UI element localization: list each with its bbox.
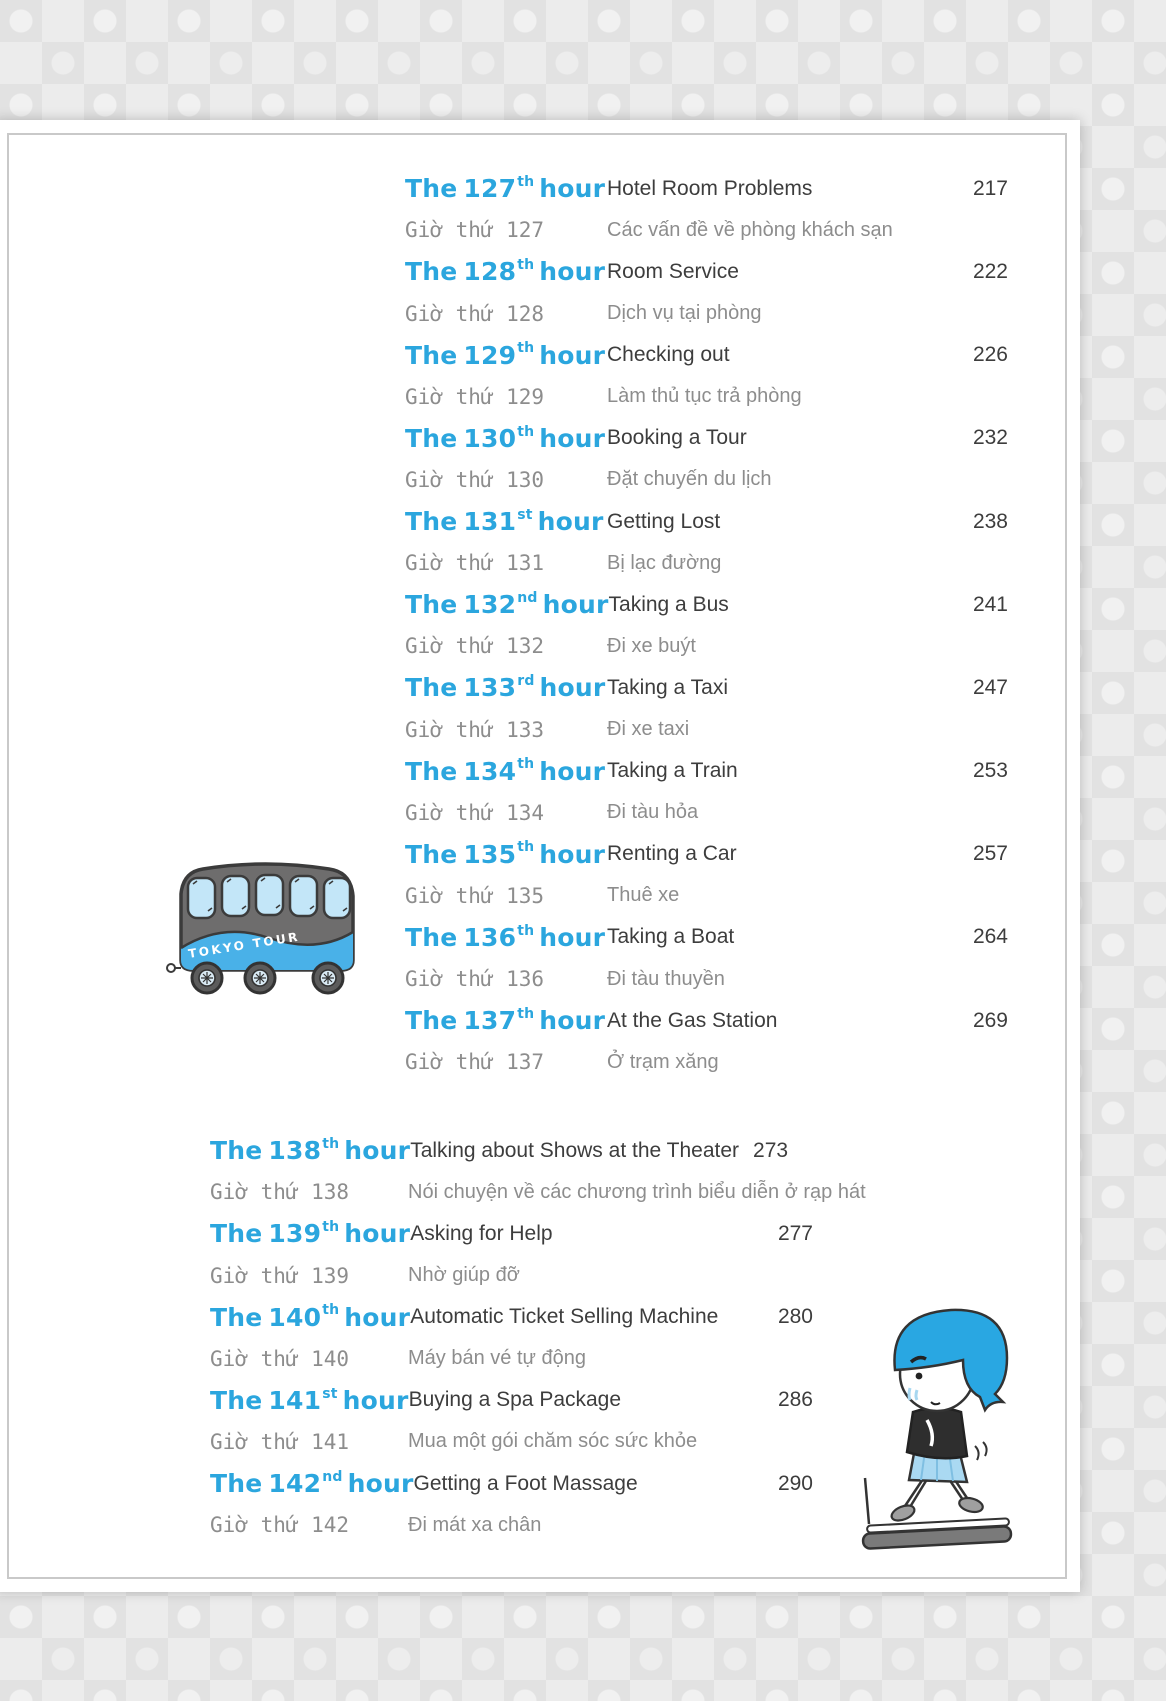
entry-title: Buying a Spa Package — [408, 1388, 622, 1412]
bus-sign-text: TOKYO TOUR — [187, 929, 301, 961]
hour-label-en: The 135th hour — [405, 839, 606, 869]
hour-label-en: The 134th hour — [405, 756, 606, 786]
hour-label-en: The 128th hour — [405, 257, 606, 287]
entry-title-vi: Bị lạc đường — [607, 551, 722, 574]
toc-entry — [405, 834, 1008, 917]
entry-title: Asking for Help — [410, 1221, 553, 1245]
toc-entry — [405, 334, 1008, 417]
toc-entry — [405, 251, 1008, 334]
entry-title: At the Gas Station — [607, 1008, 778, 1032]
toc-entry-vietnamese-row — [210, 1421, 813, 1463]
entry-title-vi: Đi mát xa chân — [408, 1513, 542, 1536]
bus-exhaust-puff — [167, 964, 175, 972]
entry-title-vi: Nhờ giúp đỡ — [408, 1264, 520, 1287]
hour-label-vi: Giờ thứ 127 — [405, 218, 545, 243]
toc-entry — [210, 1130, 866, 1213]
page-number: 247 — [972, 675, 1008, 699]
toc-entry-english-row — [405, 834, 1008, 876]
hour-label-vi: Giờ thứ 132 — [405, 634, 545, 659]
entry-title: Checking out — [607, 343, 730, 367]
toc-entry-vietnamese-row — [405, 293, 1008, 335]
entry-title: Taking a Train — [607, 759, 738, 783]
boy-back-shoe — [889, 1502, 916, 1523]
entry-title-vi: Đi xe buýt — [607, 634, 696, 657]
hour-label-vi: Giờ thứ 138 — [210, 1180, 350, 1205]
entry-title: Hotel Room Problems — [607, 176, 813, 200]
toc-entry-vietnamese-row — [210, 1255, 813, 1297]
hour-label-en: The 138th hour — [210, 1135, 411, 1166]
hour-label-vi: Giờ thứ 141 — [210, 1429, 350, 1454]
hour-label-en: The 129th hour — [405, 340, 606, 370]
bus-windows — [188, 875, 350, 918]
toc-entry-english-row — [405, 334, 1008, 376]
entry-title-vi: Dịch vụ tại phòng — [607, 302, 762, 325]
toc-entry — [405, 1000, 1008, 1083]
hour-label-vi: Giờ thứ 139 — [210, 1263, 350, 1288]
page-number: 238 — [972, 509, 1008, 533]
treadmill-boy-illustration — [855, 1298, 1033, 1560]
entry-title-vi: Máy bán vé tự động — [408, 1347, 586, 1370]
page-number: 232 — [972, 426, 1008, 450]
entry-title-vi: Các vấn đề về phòng khách sạn — [607, 218, 893, 241]
hour-label-en: The 136th hour — [405, 922, 606, 952]
page-number: 253 — [972, 759, 1008, 783]
entry-title-vi: Mua một gói chăm sóc sức khỏe — [408, 1430, 698, 1453]
toc-entry-english-row — [405, 667, 1008, 709]
hour-label-vi: Giờ thứ 133 — [405, 717, 545, 742]
page-number: 286 — [777, 1388, 813, 1412]
entry-title-vi: Nói chuyện về các chương trình biểu diễn ở rạp hát — [408, 1180, 866, 1203]
page-number: 280 — [777, 1305, 813, 1329]
page-number: 217 — [972, 176, 1008, 200]
hour-label-vi: Giờ thứ 129 — [405, 384, 545, 409]
content-card — [0, 120, 1080, 1592]
boy-front-shoe — [958, 1496, 984, 1514]
toc-entry-vietnamese-row — [405, 376, 1008, 418]
entry-title: Renting a Car — [607, 842, 737, 866]
toc-entry-vietnamese-row — [405, 210, 1008, 252]
bus-wheels — [192, 963, 343, 993]
page-number: 290 — [777, 1471, 813, 1495]
page-number: 273 — [753, 1138, 789, 1162]
toc-entry-vietnamese-row — [405, 1041, 1008, 1083]
hour-label-vi: Giờ thứ 134 — [405, 800, 545, 825]
toc-entry — [405, 501, 1008, 584]
toc-block-1 — [405, 168, 1008, 1083]
toc-entry-english-row — [405, 1000, 1008, 1042]
toc-entry-vietnamese-row — [210, 1172, 866, 1214]
hour-label-en: The 137th hour — [405, 1005, 606, 1036]
toc-entry-english-row — [405, 168, 1008, 210]
treadmill — [863, 1478, 1012, 1549]
toc-entry — [210, 1380, 813, 1463]
page-number: 226 — [972, 343, 1008, 367]
page-number: 269 — [972, 1008, 1008, 1032]
toc-entry — [405, 667, 1008, 750]
toc-entry — [210, 1463, 813, 1546]
hour-label-en: The 131st hour — [405, 506, 604, 537]
entry-title-vi: Đặt chuyến du lịch — [607, 468, 772, 491]
hour-label-en: The 132nd hour — [405, 589, 609, 620]
entry-title: Taking a Taxi — [607, 675, 729, 699]
entry-title-vi: Thuê xe — [607, 884, 680, 907]
entry-title: Taking a Boat — [607, 925, 735, 949]
toc-entry-vietnamese-row — [210, 1338, 813, 1380]
hour-label-vi: Giờ thứ 130 — [405, 467, 545, 492]
boy-eye — [916, 1373, 923, 1380]
toc-entry-english-row — [405, 750, 1008, 792]
toc-entry — [405, 917, 1008, 1000]
page-number: 264 — [972, 925, 1008, 949]
entry-title-vi: Đi tàu hỏa — [607, 801, 699, 824]
hour-label-en: The 141st hour — [210, 1385, 409, 1415]
toc-entry-english-row — [210, 1130, 813, 1172]
boy-shirt — [907, 1408, 967, 1458]
toc-entry-english-row — [405, 418, 1008, 460]
toc-entry-vietnamese-row — [405, 709, 1008, 751]
toc-entry — [210, 1296, 813, 1379]
toc-entry-english-row — [210, 1463, 813, 1505]
hour-label-vi: Giờ thứ 136 — [405, 967, 545, 992]
toc-entry-english-row — [210, 1213, 813, 1255]
toc-entry — [405, 168, 1008, 251]
toc-entry — [405, 584, 1008, 667]
hour-label-vi: Giờ thứ 140 — [210, 1346, 350, 1371]
toc-entry-vietnamese-row — [405, 875, 1008, 917]
entry-title-vi: Làm thủ tục trả phòng — [607, 385, 802, 408]
hour-label-en: The 130th hour — [405, 423, 606, 453]
toc-entry-vietnamese-row — [405, 459, 1008, 501]
toc-entry-english-row — [405, 917, 1008, 959]
toc-entry-english-row — [210, 1296, 813, 1338]
hour-label-en: The 139th hour — [210, 1219, 411, 1249]
entry-title-vi: Ở trạm xăng — [607, 1050, 719, 1073]
toc-entry-vietnamese-row — [210, 1504, 813, 1546]
hour-label-vi: Giờ thứ 135 — [405, 883, 545, 908]
entry-title: Room Service — [607, 259, 739, 283]
toc-entry — [405, 418, 1008, 501]
toc-entry-english-row — [405, 251, 1008, 293]
entry-title: Getting Lost — [607, 509, 721, 533]
hour-label-vi: Giờ thứ 142 — [210, 1513, 350, 1538]
toc-entry-vietnamese-row — [405, 542, 1008, 584]
toc-entry-vietnamese-row — [405, 626, 1008, 668]
motion-marks — [975, 1442, 987, 1460]
entry-title: Talking about Shows at the Theater — [410, 1138, 740, 1162]
page-number: 222 — [972, 259, 1008, 283]
hour-label-en: The 140th hour — [210, 1302, 411, 1332]
hour-label-vi: Giờ thứ 131 — [405, 551, 545, 576]
toc-entry-english-row — [405, 584, 1008, 626]
page-number: 257 — [972, 842, 1008, 866]
page-number: 277 — [777, 1221, 813, 1245]
hour-label-vi: Giờ thứ 137 — [405, 1050, 545, 1075]
toc-entry-english-row — [405, 501, 1008, 543]
toc-entry — [405, 750, 1008, 833]
tour-bus-illustration — [165, 848, 365, 1000]
entry-title: Automatic Ticket Selling Machine — [410, 1305, 719, 1329]
entry-title-vi: Đi xe taxi — [607, 718, 690, 741]
hour-label-en: The 133rd hour — [405, 673, 606, 703]
entry-title: Getting a Foot Massage — [413, 1471, 638, 1495]
hour-label-vi: Giờ thứ 128 — [405, 301, 545, 326]
hour-label-en: The 142nd hour — [210, 1468, 414, 1499]
toc-block-2 — [210, 1130, 866, 1546]
entry-title: Booking a Tour — [607, 426, 747, 450]
entry-title-vi: Đi tàu thuyền — [607, 967, 725, 990]
hour-label-en: The 127th hour — [405, 173, 606, 204]
toc-entry-vietnamese-row — [405, 792, 1008, 834]
entry-title: Taking a Bus — [608, 592, 729, 616]
toc-entry-english-row — [210, 1380, 813, 1422]
toc-entry — [210, 1213, 813, 1296]
toc-entry-vietnamese-row — [405, 958, 1008, 1000]
page-number: 241 — [972, 592, 1008, 616]
